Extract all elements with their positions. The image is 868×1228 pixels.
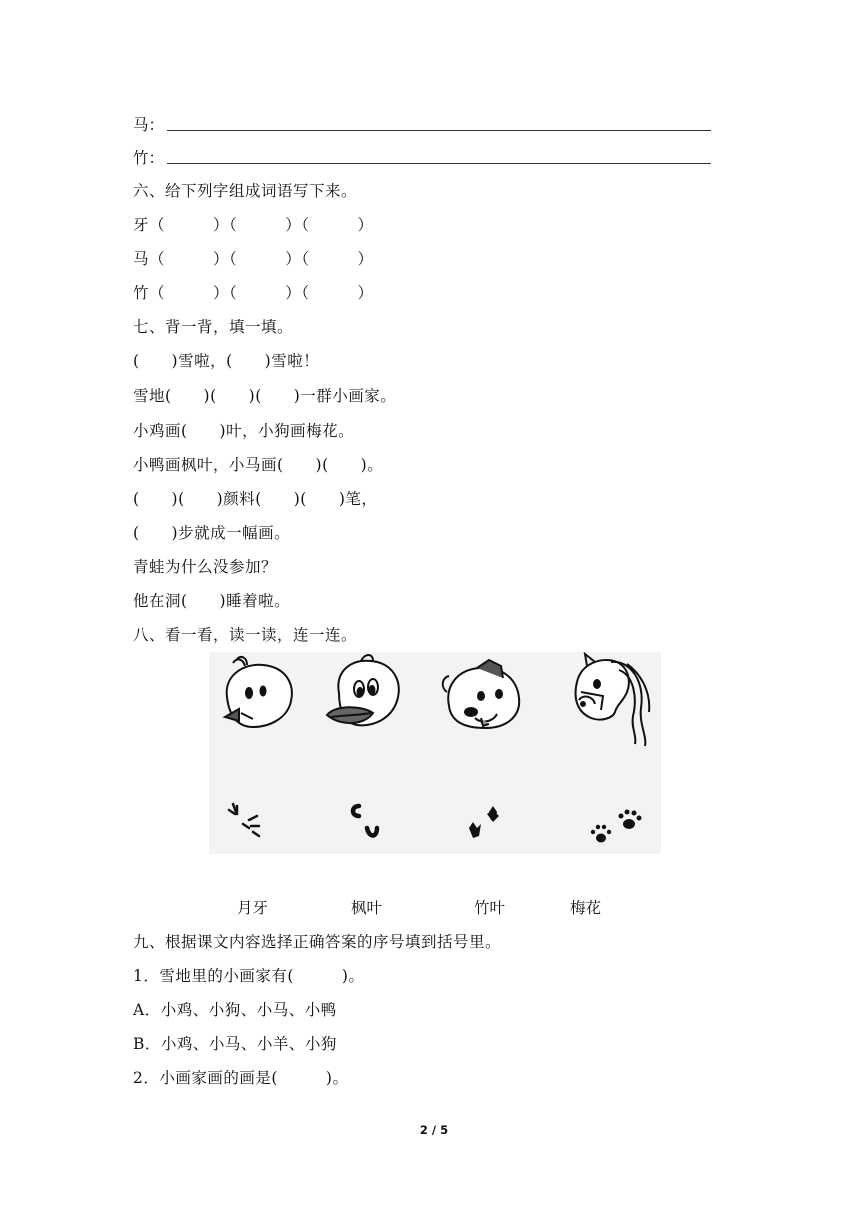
section-7-line: 青蛙为什么没参加？ [133, 558, 278, 576]
section-7-line: 小鸭画枫叶，小马画( )( )。 [133, 456, 384, 474]
answer-line[interactable] [167, 163, 711, 164]
section-7-line: ( )( )颜料( )( )笔， [133, 490, 378, 508]
section-9-title: 九、根据课文内容选择正确答案的序号填到括号里。 [133, 933, 502, 951]
fill-row-ma [133, 113, 711, 135]
duck-footprint-icon[interactable] [469, 806, 499, 838]
section-9-question: 1．雪地里的小画家有( )。 [133, 967, 365, 985]
dog-footprint-icon[interactable] [591, 810, 642, 843]
section-7-title: 七、背一背，填一填。 [133, 318, 294, 336]
section-6-title: 六、给下列字组成词语写下来。 [133, 182, 358, 200]
section-6-row: 马（ ）（ ）（ ） [133, 250, 374, 268]
chick-head-icon[interactable] [225, 657, 292, 727]
section-9-option: B．小鸡、小马、小羊、小狗 [133, 1035, 337, 1053]
horse-footprint-icon[interactable] [353, 806, 377, 836]
chick-footprint-icon[interactable] [229, 804, 259, 836]
dog-head-icon[interactable] [443, 660, 519, 728]
answer-line[interactable] [167, 130, 711, 131]
section-9-question: 2．小画家画的画是( )。 [133, 1069, 349, 1087]
section-6-row: 竹（ ）（ ）（ ） [133, 284, 374, 302]
match-word: 梅花 [570, 899, 602, 917]
section-7-line: ( )雪啦，( )雪啦！ [133, 352, 320, 370]
section-7-line: 他在洞( )睡着啦。 [133, 592, 291, 610]
section-7-line: 小鸡画( )叶，小狗画梅花。 [133, 422, 355, 440]
fill-row-zhu [133, 146, 711, 168]
section-9-option: A．小鸡、小狗、小马、小鸭 [133, 1001, 337, 1019]
section-7-line: 雪地( )( )( )一群小画家。 [133, 387, 397, 405]
horse-head-icon[interactable] [576, 654, 650, 746]
section-8-title: 八、看一看，读一读，连一连。 [133, 626, 358, 644]
section-7-line: ( )步就成一幅画。 [133, 524, 291, 542]
match-word: 月牙 [237, 899, 269, 917]
section-6-row: 牙（ ）（ ）（ ） [133, 216, 374, 234]
duck-head-icon[interactable] [327, 655, 399, 725]
fill-row-label: 马： [133, 116, 165, 134]
match-word: 竹叶 [474, 899, 506, 917]
match-word: 枫叶 [351, 899, 383, 917]
matching-figure [209, 652, 661, 854]
fill-row-label: 竹： [133, 149, 165, 167]
page-number: 2 / 5 [419, 1123, 449, 1137]
